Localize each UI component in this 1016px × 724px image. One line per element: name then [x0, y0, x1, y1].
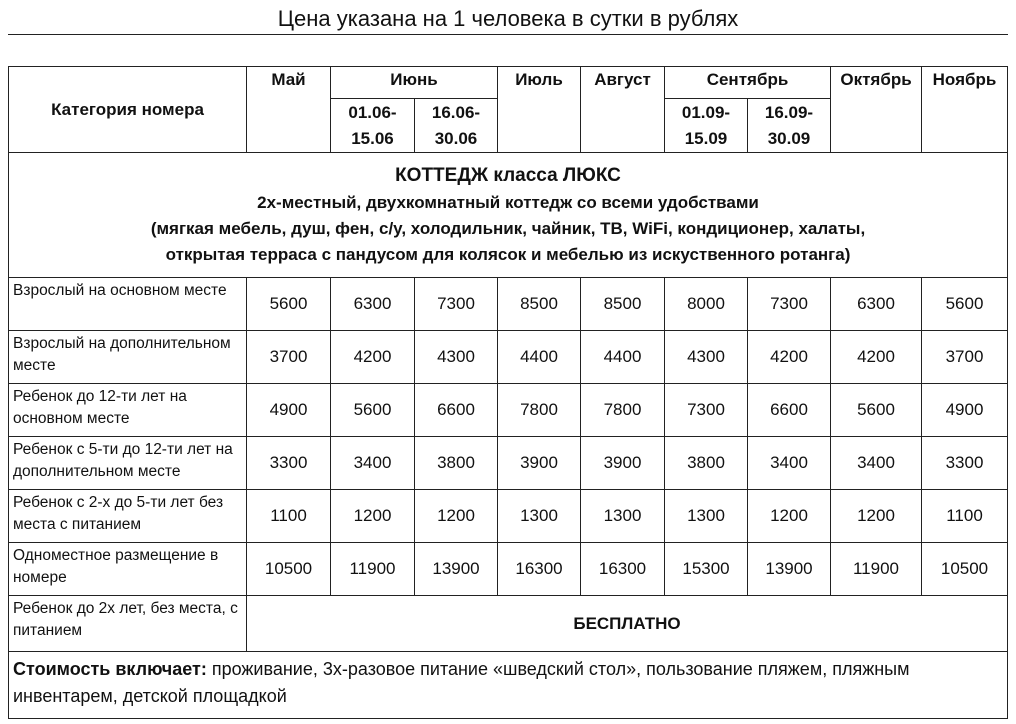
header-november: Ноябрь	[922, 67, 1008, 153]
header-june: Июнь	[331, 67, 498, 99]
price-cell: 1300	[498, 490, 581, 543]
price-cell: 10500	[922, 543, 1008, 596]
section-line-3: открытая терраса с пандусом для колясок и мебелью из искуственного ротанга)	[165, 245, 851, 264]
price-cell: 10500	[247, 543, 331, 596]
row-label: Взрослый на дополнительном месте	[9, 331, 247, 384]
price-cell: 11900	[331, 543, 415, 596]
price-cell: 3700	[922, 331, 1008, 384]
price-cell: 7800	[581, 384, 665, 437]
price-cell: 8500	[581, 278, 665, 331]
table-row	[9, 543, 1008, 596]
price-cell: 3400	[331, 437, 415, 490]
section-line-1: 2х-местный, двухкомнатный коттедж со всеми удобствами	[257, 193, 759, 212]
price-cell: 4200	[831, 331, 922, 384]
row-label: Ребенок до 12-ти лет на основном месте	[9, 384, 247, 437]
price-cell: 3700	[247, 331, 331, 384]
price-cell: 3400	[831, 437, 922, 490]
included-note-text: проживание, 3х-разовое питание «шведский стол», пользование пляжем, пляжным инвентарем, детской площадкой	[13, 659, 910, 706]
price-cell: 5600	[922, 278, 1008, 331]
header-july: Июль	[498, 67, 581, 153]
price-cell: 4400	[498, 331, 581, 384]
price-cell: 4200	[748, 331, 831, 384]
price-cell: 4300	[665, 331, 748, 384]
price-cell: 1200	[831, 490, 922, 543]
price-rows	[9, 278, 1008, 596]
header-august: Август	[581, 67, 665, 153]
price-cell: 3900	[498, 437, 581, 490]
price-cell: 8000	[665, 278, 748, 331]
table-row	[9, 278, 1008, 331]
price-cell: 4900	[922, 384, 1008, 437]
price-cell: 15300	[665, 543, 748, 596]
price-cell: 7300	[748, 278, 831, 331]
price-cell: 13900	[415, 543, 498, 596]
row-label: Одноместное размещение в номере	[9, 543, 247, 596]
header-june-period-2: 16.06- 30.06	[415, 99, 498, 153]
price-cell: 4400	[581, 331, 665, 384]
price-cell: 7300	[665, 384, 748, 437]
row-label: Взрослый на основном месте	[9, 278, 247, 331]
price-cell: 4200	[331, 331, 415, 384]
table-row	[9, 384, 1008, 437]
table-row	[9, 331, 1008, 384]
price-cell: 1100	[922, 490, 1008, 543]
included-note-label: Стоимость включает:	[13, 659, 207, 679]
price-cell: 1200	[331, 490, 415, 543]
price-cell: 1200	[748, 490, 831, 543]
price-cell: 3300	[247, 437, 331, 490]
free-row-value: БЕСПЛАТНО	[247, 596, 1008, 652]
header-category: Категория номера	[9, 67, 247, 153]
price-cell: 16300	[498, 543, 581, 596]
price-cell: 16300	[581, 543, 665, 596]
price-cell: 3300	[922, 437, 1008, 490]
table-row	[9, 437, 1008, 490]
price-cell: 7300	[415, 278, 498, 331]
free-row-label: Ребенок до 2х лет, без места, с питанием	[9, 596, 247, 652]
price-cell: 5600	[831, 384, 922, 437]
price-cell: 1300	[581, 490, 665, 543]
price-cell: 11900	[831, 543, 922, 596]
price-table	[8, 66, 1008, 719]
price-cell: 8500	[498, 278, 581, 331]
section-title: КОТТЕДЖ класса ЛЮКС	[395, 165, 621, 186]
header-sep-period-2: 16.09- 30.09	[748, 99, 831, 153]
price-cell: 4300	[415, 331, 498, 384]
price-cell: 1200	[415, 490, 498, 543]
price-cell: 6600	[415, 384, 498, 437]
header-september: Сентябрь	[665, 67, 831, 99]
price-cell: 13900	[748, 543, 831, 596]
section-line-2: (мягкая мебель, душ, фен, с/у, холодильник, чайник, ТВ, WiFi, кондиционер, халаты,	[150, 219, 866, 238]
price-cell: 7800	[498, 384, 581, 437]
row-label: Ребенок с 5-ти до 12-ти лет на дополнительном месте	[9, 437, 247, 490]
included-note	[9, 652, 1008, 719]
price-cell: 3800	[665, 437, 748, 490]
price-cell: 3400	[748, 437, 831, 490]
price-cell: 3900	[581, 437, 665, 490]
price-cell: 4900	[247, 384, 331, 437]
price-cell: 6300	[831, 278, 922, 331]
price-cell: 1100	[247, 490, 331, 543]
price-cell: 6300	[331, 278, 415, 331]
price-cell: 3800	[415, 437, 498, 490]
price-cell: 5600	[331, 384, 415, 437]
table-caption: Цена указана на 1 человека в сутки в рублях	[8, 4, 1008, 35]
price-cell: 5600	[247, 278, 331, 331]
price-cell: 6600	[748, 384, 831, 437]
header-may: Май	[247, 67, 331, 153]
header-october: Октябрь	[831, 67, 922, 153]
table-row	[9, 490, 1008, 543]
header-sep-period-1: 01.09- 15.09	[665, 99, 748, 153]
header-june-period-1: 01.06- 15.06	[331, 99, 415, 153]
section-header	[9, 153, 1008, 278]
price-cell: 1300	[665, 490, 748, 543]
row-label: Ребенок с 2-х до 5-ти лет без места с питанием	[9, 490, 247, 543]
